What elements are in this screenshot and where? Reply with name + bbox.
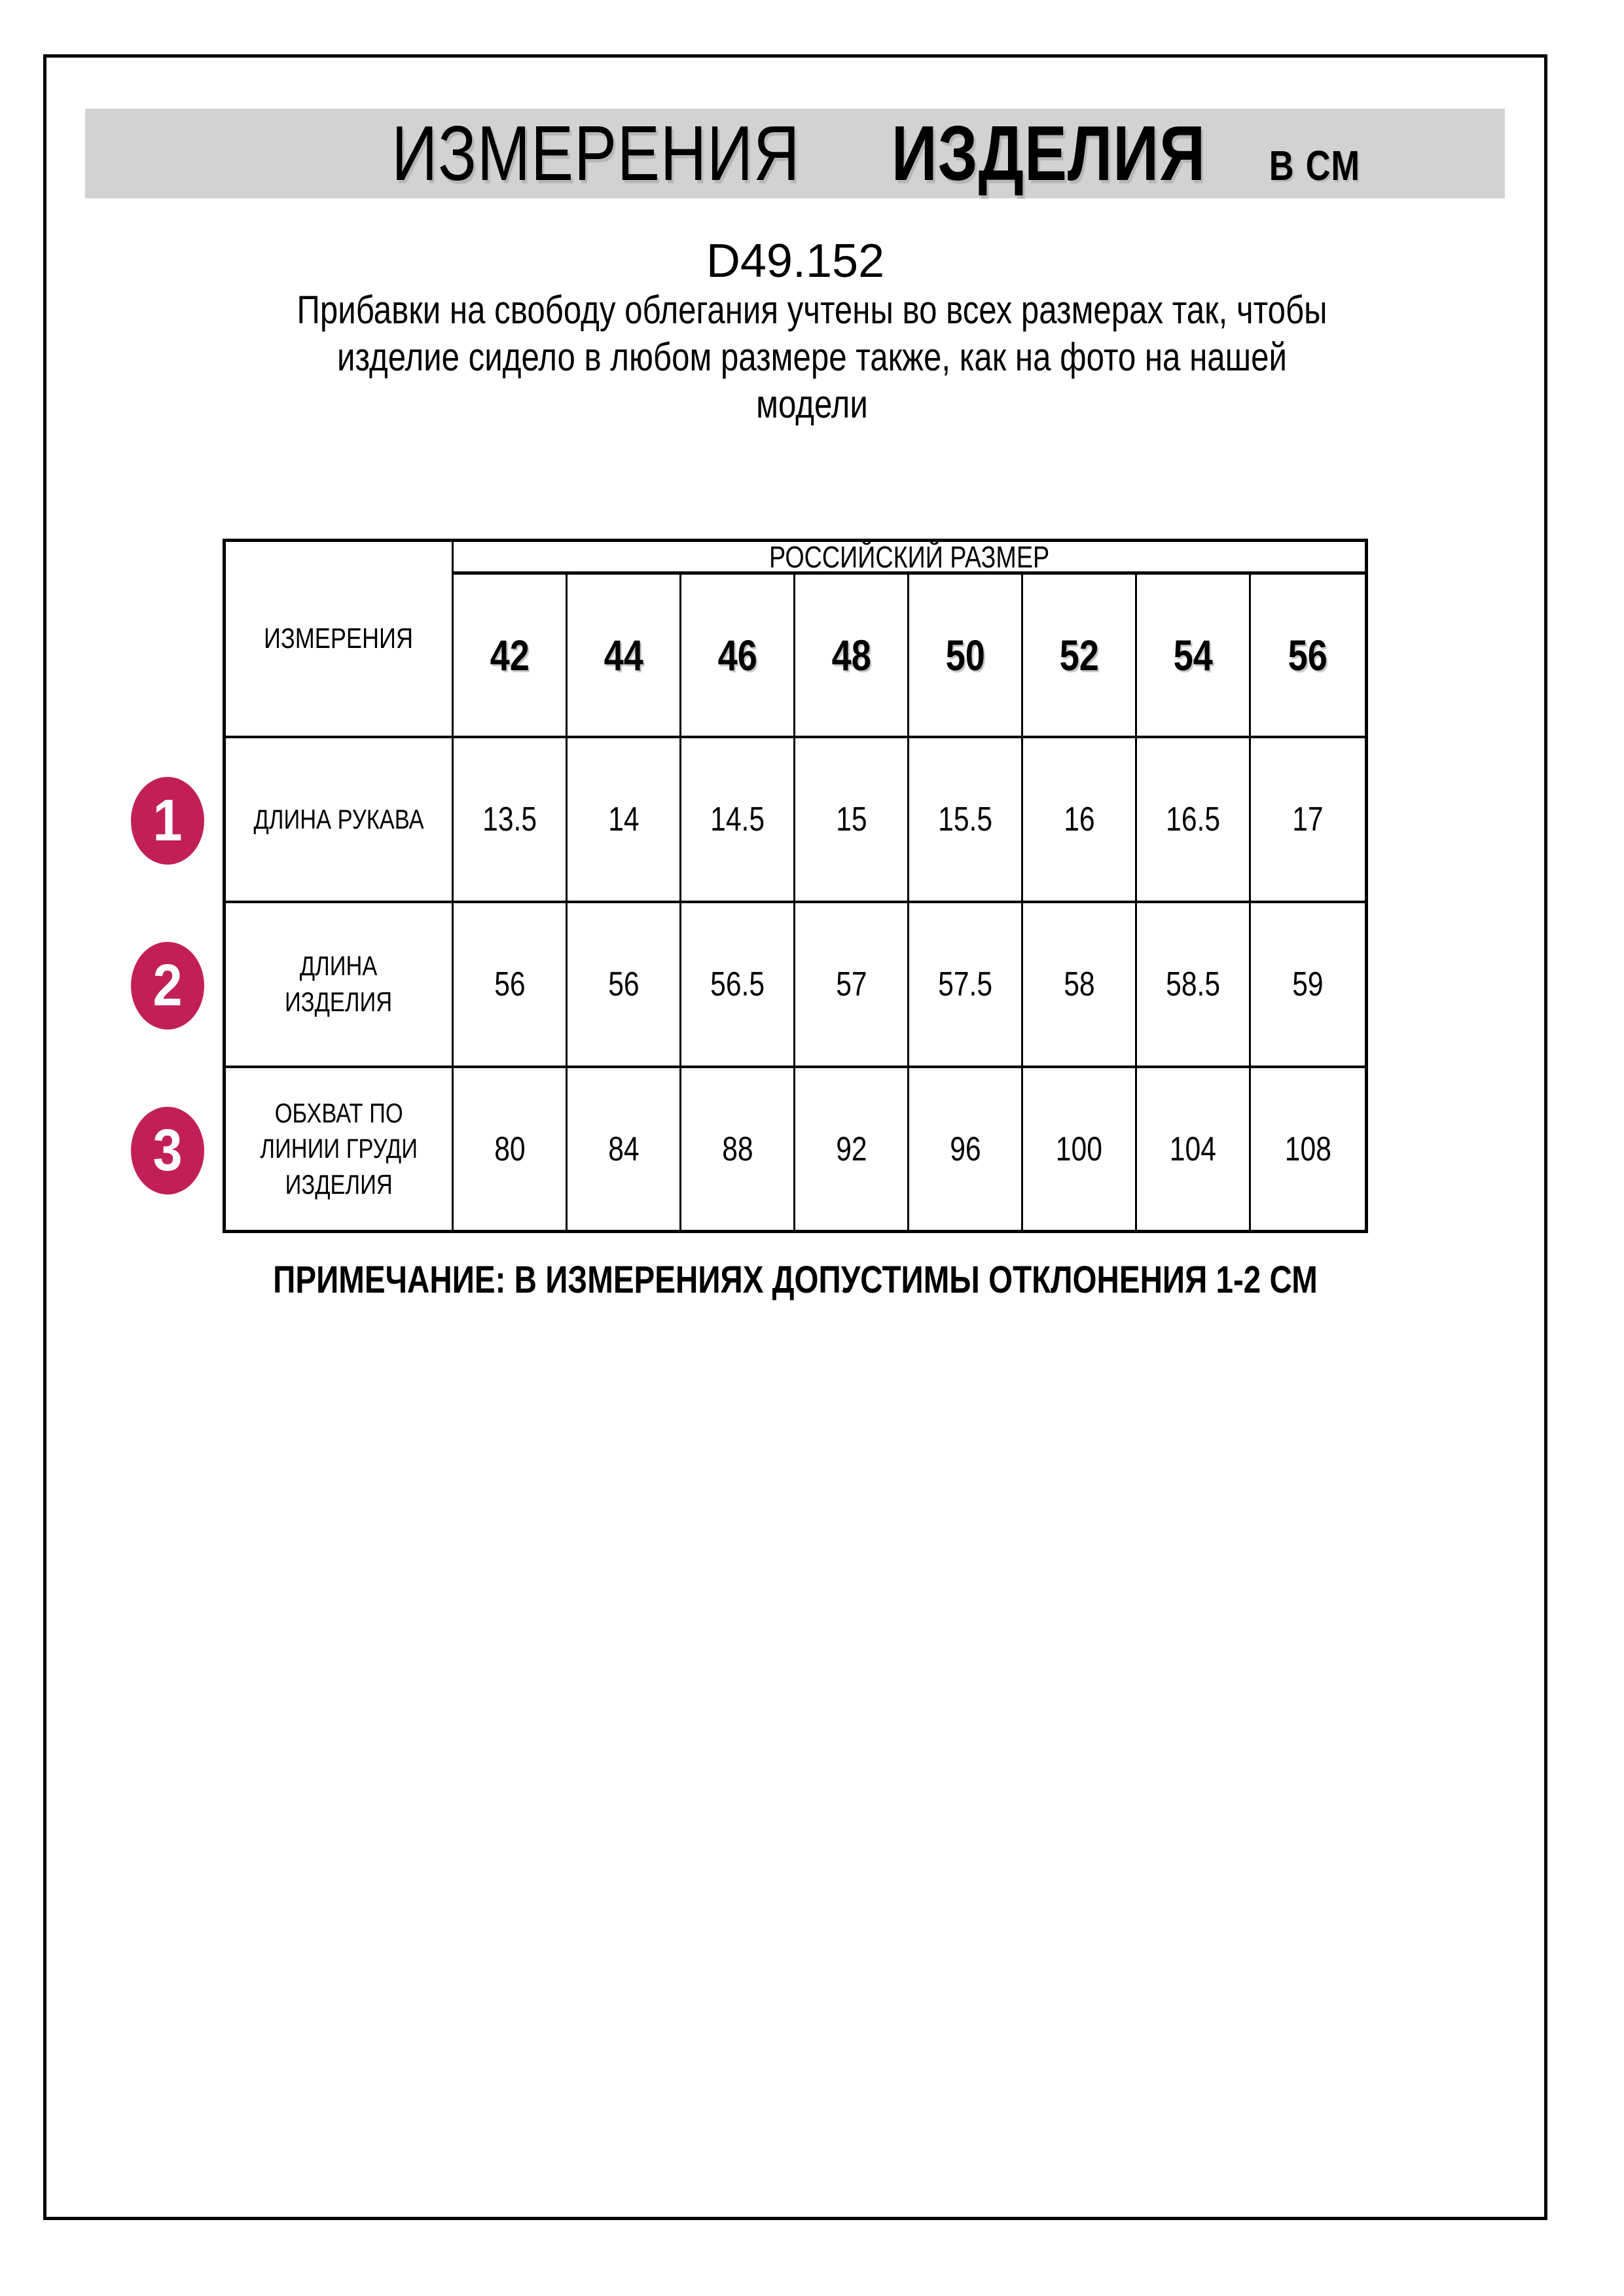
size-value-cell: 16: [1023, 738, 1137, 903]
size-value-cell: 14.5: [681, 738, 795, 903]
size-column-header: 54: [1137, 575, 1251, 738]
size-value-cell: 56: [454, 903, 568, 1068]
size-column-header: 50: [909, 575, 1023, 738]
size-value-cell: 100: [1023, 1068, 1137, 1230]
title-units: В СМ: [1269, 142, 1361, 189]
size-column-header: 52: [1023, 575, 1137, 738]
size-value-cell: 84: [568, 1068, 681, 1230]
size-value-cell: 56.5: [681, 903, 795, 1068]
fit-description: Прибавки на свободу облегания учтены во всех размерах так, чтобы изделие сидело в любом размере также, как на фото на нашей модели: [297, 288, 1327, 426]
russian-size-header-label: РОССИЙСКИЙ РАЗМЕР: [768, 539, 1050, 574]
size-value-cell: 13.5: [454, 738, 568, 903]
row-number-badge-3: 3: [131, 1107, 204, 1194]
size-value-cell: 88: [681, 1068, 795, 1230]
size-column-header: 46: [681, 575, 795, 738]
size-table: [223, 539, 1368, 1233]
size-value-cell: 58: [1023, 903, 1137, 1068]
size-value-cell: 96: [909, 1068, 1023, 1230]
title-banner: [85, 109, 1505, 198]
row-label-chest-circumference: ОБХВАТ ПО ЛИНИИ ГРУДИ ИЗДЕЛИЯ: [226, 1068, 454, 1230]
size-value-cell: 92: [795, 1068, 909, 1230]
title-row: [294, 109, 1458, 198]
size-column-header: 56: [1251, 575, 1365, 738]
tolerance-note: ПРИМЕЧАНИЕ: В ИЗМЕРЕНИЯХ ДОПУСТИМЫ ОТКЛОНЕНИЯ 1-2 СМ: [273, 1259, 1318, 1301]
corner-header-cell: [226, 542, 454, 738]
title-product: ИЗДЕЛИЯ: [891, 110, 1206, 197]
size-value-cell: 59: [1251, 903, 1365, 1068]
row-label-garment-length: ДЛИНА ИЗДЕЛИЯ: [226, 903, 454, 1068]
size-value-cell: 14: [568, 738, 681, 903]
corner-header-label: ИЗМЕРЕНИЯ: [264, 622, 414, 655]
size-value-cell: 56: [568, 903, 681, 1068]
size-value-cell: 108: [1284, 1130, 1331, 1168]
row-number-badge-2: 2: [131, 942, 204, 1030]
size-column-header: 48: [795, 575, 909, 738]
size-value-cell: 57.5: [909, 903, 1023, 1068]
row-label-sleeve-length: ДЛИНА РУКАВА: [226, 738, 454, 903]
russian-size-header-cell: [454, 539, 1365, 575]
size-value-cell: 58.5: [1137, 903, 1251, 1068]
size-value-cell: 17: [1251, 738, 1365, 903]
size-value-cell: 57: [795, 903, 909, 1068]
size-column-header: 42: [454, 575, 568, 738]
title-measurements: ИЗМЕРЕНИЯ: [391, 110, 801, 197]
size-value-cell: 80: [454, 1068, 568, 1230]
size-value-cell: 15.5: [909, 738, 1023, 903]
product-code: D49.152: [706, 235, 885, 287]
size-column-header: 44: [568, 575, 681, 738]
row-number-badge-1: 1: [131, 777, 204, 865]
size-value-cell: 16.5: [1137, 738, 1251, 903]
size-value-cell: 104: [1137, 1068, 1251, 1230]
size-value-cell: 15: [795, 738, 909, 903]
